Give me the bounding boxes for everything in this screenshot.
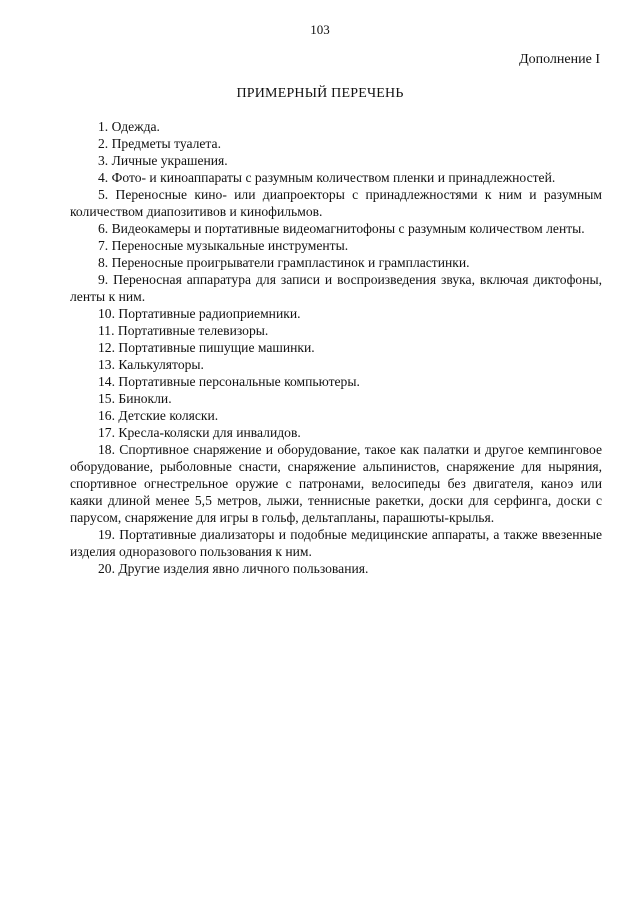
list-item: 13. Калькуляторы. — [98, 357, 204, 372]
list-item: 9. Переносная аппаратура для записи и воспроизведения звука, включая диктофоны, ленты к ним. — [70, 272, 602, 304]
list-item: 15. Бинокли. — [98, 391, 172, 406]
list-item: 17. Кресла-коляски для инвалидов. — [98, 425, 301, 440]
list-item: 2. Предметы туалета. — [98, 136, 221, 151]
list-item: 1. Одежда. — [98, 119, 160, 134]
page-number: 103 — [310, 22, 330, 37]
list-item: 7. Переносные музыкальные инструменты. — [98, 238, 349, 253]
list-item: 8. Переносные проигрыватели грампластинок и грампластинки. — [98, 255, 470, 270]
list-item: 10. Портативные радиоприемники. — [98, 306, 301, 321]
list-item: 3. Личные украшения. — [98, 153, 228, 168]
list-item: 20. Другие изделия явно личного пользования. — [98, 561, 369, 576]
list-item: 19. Портативные диализаторы и подобные медицинские аппараты, а также ввезенные изделия одноразового пользования к ним. — [70, 527, 602, 559]
list-item: 18. Спортивное снаряжение и оборудование, такое как палатки и другое кемпинговое оборудование, рыболовные снасти, снаряжение альпинистов, снаряжение для ныряния, спортивное огнестрельное оружие с патронами, велосипеды без двигателя, каноэ или каяки длиной менее 5,5 метров, лыжи, теннисные ракетки, доски для серфинга, доски с парусом, снаряжение для игры в гольф, дельтапланы, парашюты-крылья. — [70, 442, 602, 525]
list-item: 6. Видеокамеры и портативные видеомагнитофоны с разумным количеством ленты. — [98, 221, 585, 236]
list-item: 4. Фото- и киноаппараты с разумным количеством пленки и принадлежностей. — [98, 170, 556, 185]
list-item: 11. Портативные телевизоры. — [98, 323, 269, 338]
list-item: 16. Детские коляски. — [98, 408, 219, 423]
appendix-label: Дополнение I — [519, 52, 600, 67]
list-item: 5. Переносные кино- или диапроекторы с принадлежностями к ним и разумным количеством диапозитивов и кинофильмов. — [70, 187, 602, 219]
list-item: 14. Портативные персональные компьютеры. — [98, 374, 360, 389]
list-item: 12. Портативные пишущие машинки. — [98, 340, 315, 355]
items-list — [70, 118, 602, 577]
document-title: ПРИМЕРНЫЙ ПЕРЕЧЕНЬ — [236, 86, 404, 101]
